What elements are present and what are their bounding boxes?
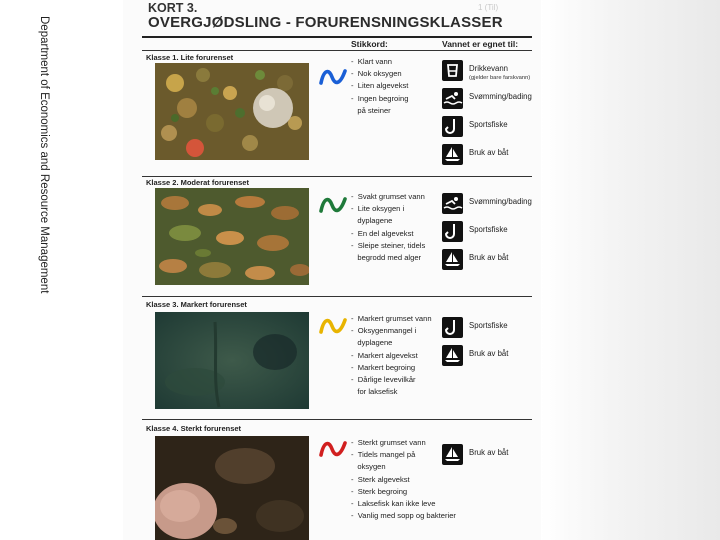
list-item: - Liten algevekst — [351, 81, 409, 91]
fishing-hook-icon — [442, 116, 463, 137]
card-number: KORT 3. — [148, 1, 198, 15]
class-3-title: Klasse 3. Markert forurenset — [146, 300, 247, 309]
list-item: oksygen — [357, 462, 386, 472]
class-3-photo — [155, 312, 309, 409]
list-item: - Klart vann — [351, 57, 392, 66]
class-1-photo — [155, 63, 309, 160]
class-2-wave-icon — [318, 195, 348, 215]
header-bottom-rule — [142, 50, 532, 51]
swimming-icon — [442, 193, 463, 214]
list-item: - Laksefisk kan ikke leve — [351, 499, 436, 509]
class-4-wave-icon — [318, 439, 348, 459]
class-4-photo — [155, 436, 309, 540]
list-item: - Markert algevekst — [351, 350, 418, 360]
fishing-hook-icon — [442, 317, 463, 338]
list-item: - Sterk algevekst — [351, 474, 410, 484]
department-label: Department of Economics and Resource Management — [38, 16, 50, 294]
list-item: dyplagene — [357, 338, 393, 348]
list-item: for laksefisk — [357, 387, 398, 397]
list-item: - Sleipe steiner, tidels — [351, 240, 426, 250]
list-item: - Lite oksygen i — [351, 204, 405, 214]
drinking-water-icon — [442, 60, 463, 81]
list-item: - Ingen begroing — [351, 93, 409, 103]
list-item: - Dårlige levevilkår — [351, 375, 416, 385]
class-2-keywords — [351, 191, 425, 264]
faded-margin-text: 1 (Til) — [478, 3, 499, 12]
swimming-icon — [442, 88, 463, 109]
list-item: - Svakt grumset vann — [351, 192, 425, 201]
list-item: - Nok oksygen — [351, 69, 402, 79]
page-title: OVERGJØDSLING - FORURENSNINGSKLASSER — [148, 14, 503, 31]
list-item: dyplagene — [357, 216, 393, 226]
class-divider — [142, 296, 532, 297]
class-4-title: Klasse 4. Sterkt forurenset — [146, 424, 242, 433]
list-item: på steiner — [357, 105, 391, 115]
list-item: - Sterkt grumset vann — [351, 438, 426, 447]
list-item: - En del algevekst — [351, 228, 414, 238]
column-header-keywords: Stikkord: — [351, 39, 388, 49]
class-2-title: Klasse 2. Moderat forurenset — [146, 178, 249, 187]
list-item: - Sterk begroing — [351, 486, 408, 496]
boat-icon — [442, 444, 463, 465]
class-1-wave-icon — [318, 67, 348, 87]
list-item: - Oksygenmangel i — [351, 326, 417, 336]
list-item: - Markert grumset vann — [351, 314, 432, 323]
boat-icon — [442, 144, 463, 165]
class-3-wave-icon — [318, 316, 348, 336]
boat-icon — [442, 249, 463, 270]
class-1-keywords — [351, 56, 408, 117]
slide-background — [540, 0, 720, 540]
column-header-suitable-for: Vannet er egnet til: — [442, 39, 519, 49]
class-divider — [142, 176, 532, 177]
class-divider — [142, 419, 532, 420]
list-item: begrodd med alger — [357, 253, 422, 263]
list-item: - Markert begroing — [351, 362, 416, 372]
class-2-photo — [155, 188, 309, 285]
class-3-keywords — [351, 313, 432, 398]
sidebar — [37, 16, 51, 306]
list-item: - Vanlig med sopp og bakterier — [351, 511, 456, 521]
boat-icon — [442, 345, 463, 366]
list-item: - Tidels mangel på — [351, 450, 416, 460]
fishing-hook-icon — [442, 221, 463, 242]
class-1-title: Klasse 1. Lite forurenset — [146, 53, 234, 62]
header-rule — [142, 36, 532, 38]
class-4-keywords — [351, 437, 456, 522]
